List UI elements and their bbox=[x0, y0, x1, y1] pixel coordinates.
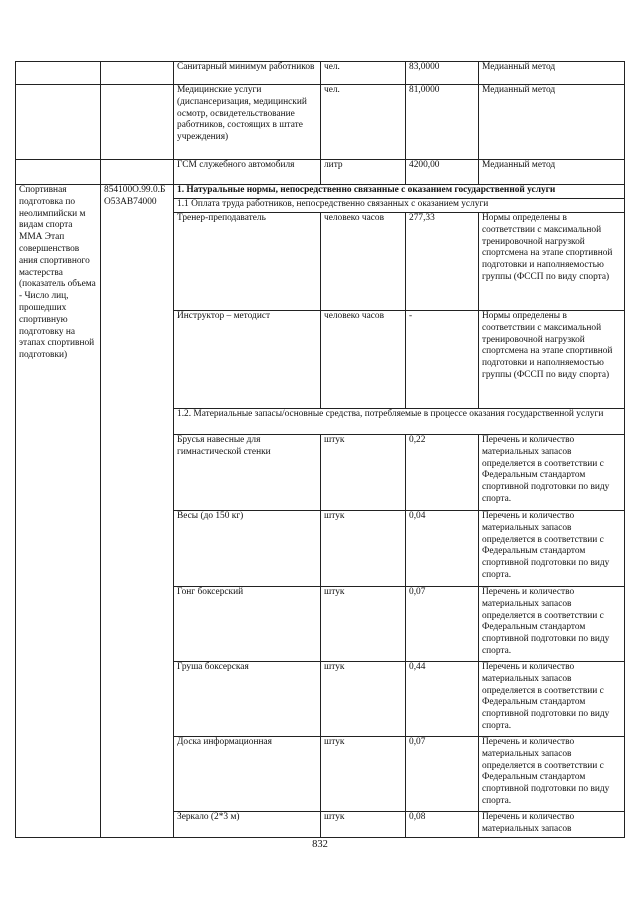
material-name: Груша боксерская bbox=[174, 662, 321, 737]
resource-method: Медианный метод bbox=[479, 160, 625, 185]
material-unit: штук bbox=[321, 511, 406, 587]
staff-unit: человеко часов bbox=[321, 213, 406, 311]
table-row bbox=[16, 185, 625, 199]
empty-cell bbox=[101, 62, 174, 85]
resource-name: ГСМ служебного автомобиля bbox=[174, 160, 321, 185]
staff-note: Нормы определены в соответствии с максимальной тренировочной нагрузкой спортсмена на этапе спортивной подготовки и наполняемостью группы (ФССП по виду спорта) bbox=[479, 213, 625, 311]
material-value: 0,04 bbox=[406, 511, 479, 587]
resource-method: Медианный метод bbox=[479, 62, 625, 85]
empty-cell bbox=[101, 160, 174, 185]
material-value: 0,08 bbox=[406, 812, 479, 838]
resource-value: 4200,00 bbox=[406, 160, 479, 185]
material-value: 0,22 bbox=[406, 435, 479, 511]
service-code: 854100О.99.0.БО53АВ74000 bbox=[101, 185, 174, 838]
material-name: Весы (до 150 кг) bbox=[174, 511, 321, 587]
material-name: Гонг боксерский bbox=[174, 587, 321, 662]
material-note: Перечень и количество материальных запасов определяется в соответствии с Федеральным стандартом спортивной подготовки по виду спорта. bbox=[479, 511, 625, 587]
table-row bbox=[16, 160, 625, 185]
table-row bbox=[16, 85, 625, 160]
service-name: Спортивная подготовка по неолимпийски м видам спорта ММА Этап совершенствов ания спортивного мастерства (показатель объема - Число лиц, прошедших спортивную подготовку на этапах спортивной подготовки) bbox=[16, 185, 101, 838]
empty-cell bbox=[16, 62, 101, 85]
table-row bbox=[16, 62, 625, 85]
material-unit: штук bbox=[321, 812, 406, 838]
resource-name: Медицинские услуги (диспансеризация, медицинский осмотр, освидетельствование работников, состоящих в штате учреждения) bbox=[174, 85, 321, 160]
resource-unit: чел. bbox=[321, 85, 406, 160]
section-heading: 1. Натуральные нормы, непосредственно связанные с оказанием государственной услуги bbox=[174, 185, 625, 199]
material-note: Перечень и количество материальных запасов определяется в соответствии с Федеральным стандартом спортивной подготовки по виду спорта. bbox=[479, 662, 625, 737]
staff-name: Инструктор – методист bbox=[174, 311, 321, 409]
subsection-heading: 1.1 Оплата труда работников, непосредственно связанных с оказанием услуги bbox=[174, 199, 625, 213]
resource-value: 81,0000 bbox=[406, 85, 479, 160]
resource-unit: чел. bbox=[321, 62, 406, 85]
empty-cell bbox=[16, 160, 101, 185]
staff-value: - bbox=[406, 311, 479, 409]
resource-method: Медианный метод bbox=[479, 85, 625, 160]
material-name: Зеркало (2*3 м) bbox=[174, 812, 321, 838]
material-note: Перечень и количество материальных запасов определяется в соответствии с Федеральным стандартом спортивной подготовки по виду спорта. bbox=[479, 435, 625, 511]
staff-unit: человеко часов bbox=[321, 311, 406, 409]
staff-value: 277,33 bbox=[406, 213, 479, 311]
material-unit: штук bbox=[321, 435, 406, 511]
material-name: Брусья навесные для гимнастической стенки bbox=[174, 435, 321, 511]
material-name: Доска информационная bbox=[174, 737, 321, 812]
material-value: 0,07 bbox=[406, 737, 479, 812]
subsection-heading: 1.2. Материальные запасы/основные средства, потребляемые в процессе оказания государственной услуги bbox=[174, 409, 625, 435]
material-unit: штук bbox=[321, 662, 406, 737]
material-note: Перечень и количество материальных запасов bbox=[479, 812, 625, 838]
staff-name: Тренер-преподаватель bbox=[174, 213, 321, 311]
material-value: 0,44 bbox=[406, 662, 479, 737]
norms-table bbox=[15, 61, 625, 838]
resource-name: Санитарный минимум работников bbox=[174, 62, 321, 85]
material-unit: штук bbox=[321, 737, 406, 812]
empty-cell bbox=[101, 85, 174, 160]
material-value: 0,07 bbox=[406, 587, 479, 662]
empty-cell bbox=[16, 85, 101, 160]
material-note: Перечень и количество материальных запасов определяется в соответствии с Федеральным стандартом спортивной подготовки по виду спорта. bbox=[479, 587, 625, 662]
material-unit: штук bbox=[321, 587, 406, 662]
page-number: 832 bbox=[312, 839, 328, 850]
resource-value: 83,0000 bbox=[406, 62, 479, 85]
resource-unit: литр bbox=[321, 160, 406, 185]
material-note: Перечень и количество материальных запасов определяется в соответствии с Федеральным стандартом спортивной подготовки по виду спорта. bbox=[479, 737, 625, 812]
staff-note: Нормы определены в соответствии с максимальной тренировочной нагрузкой спортсмена на этапе спортивной подготовки и наполняемостью группы (ФССП по виду спорта) bbox=[479, 311, 625, 409]
